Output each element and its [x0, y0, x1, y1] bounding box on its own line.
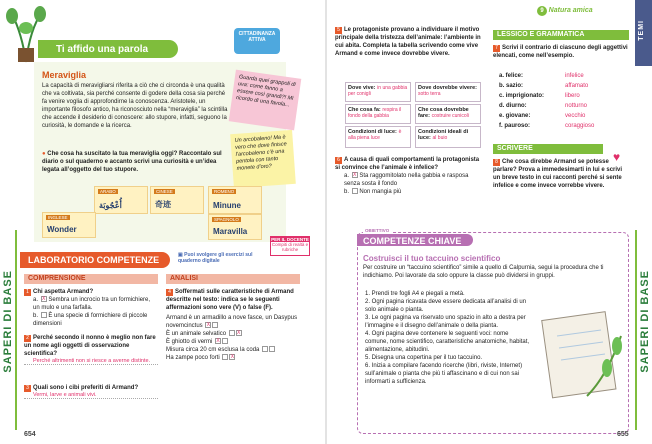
taccuino-steps: [365, 290, 533, 386]
analisi-bar: ANALISI: [166, 274, 300, 284]
step-4: 4. Ogni pagina deve contenere le seguenti voci: nome comune, nome scientifico, caratteristiche anatomiche, habitat, alimentazione, abitudini.: [365, 331, 530, 353]
competenze-banner: COMPETENZE CHIAVE: [357, 234, 473, 246]
question-5: 5 Le protagoniste provano a individuare il motivo principale della tristezza dell’animale: l’ambiente in cui abita. Completa la tabella scrivendo come vive Armand e come invece dovrebbe vivere.: [335, 27, 481, 57]
lessico-bar: LESSICO E GRAMMATICA: [493, 30, 629, 40]
step-3: 3. Le ogni pagina va riservato uno spazio in alto a destra per l’immagine e il disegno dell’animale o della pianta.: [365, 315, 526, 329]
tile-chinese: CINESE 奇迹: [150, 186, 204, 214]
meraviglia-heading: Meraviglia: [42, 70, 87, 80]
meraviglia-text: La capacità di meravigliarsi riferita a ciò che ci circonda è una qualità che va coltivata, sia perché consente di godere della cosa sia perché fa venire voglia di approfondirne la conoscenza. Aristotele, un importante filosofo antico, ha riconosciuto nella “meraviglia” la scintilla che accende il desiderio di conoscere: allo stupore, infatti, seguono la curiosità, le domande e la ricerca.: [42, 83, 228, 129]
table-cell-dove-dovrebbe[interactable]: Dove dovrebbe vivere: sotto terra: [415, 82, 481, 102]
per-docente-box[interactable]: PER IL DOCENTE Compiti di realtà e rubriche: [270, 236, 310, 256]
taccuino-title: Costruisci il tuo taccuino scientifico: [363, 254, 501, 263]
table-cell-luce[interactable]: Condizioni di luce: è alla piena luce: [345, 126, 411, 148]
left-page: [0, 0, 325, 444]
q1-checkbox-b[interactable]: [41, 312, 47, 318]
lab-banner: [20, 252, 170, 268]
sticky-note-1: Guarda quei grappoli di uva: come fanno a essere così grandi?! Mi ricordo di una favola...: [229, 70, 302, 131]
lab-title: LABORATORIO COMPETENZE: [28, 255, 160, 265]
lab-note[interactable]: ▣ Puoi svolgere gli esercizi sul quaderno digitale: [178, 252, 253, 264]
meraviglia-question: ● Che cosa ha suscitato la tua meraviglia oggi? Raccontalo sul diario o sul quaderno e accanto scrivi una curiosità e un’idea legata all’oggetto del tuo stupore.: [42, 151, 222, 173]
temi-tab[interactable]: TEMI: [635, 0, 652, 66]
step-6: 6. Inizia a compilare facendo ricerche (libri, riviste, Internet) sull’animale o pianta che più ti affascinano e di cui non sai informarti a sufficienza.: [365, 363, 523, 385]
tile-arabic: ARABO أُعْجُوبَة: [94, 186, 148, 214]
scrivere-question: 8 Che cosa direbbe Armand se potesse parlare? Prova a immedesimarti in lui e scrivi un breve testo in cui racconti perché si sente infelice e come invece vorrebbe vivere.: [493, 159, 623, 189]
q1-checkbox-a[interactable]: X: [42, 296, 46, 303]
q6-checkbox-b[interactable]: [352, 188, 358, 194]
side-tab-right: SAPERI DI BASE: [635, 230, 652, 430]
page-number-right: 655: [617, 431, 629, 438]
table-cell-luce-ideale[interactable]: Condizioni ideali di luce: al buio: [415, 126, 481, 148]
citizenship-badge: CITTADINANZA ATTIVA: [234, 28, 280, 54]
bullet-icon: ●: [42, 151, 48, 157]
page-number: 654: [24, 431, 36, 438]
step-1: 1. Prendi tre fogli A4 e piegali a metà.: [365, 291, 465, 297]
table-cell-dove-vive[interactable]: Dove vive: in una gabbia per conigli: [345, 82, 411, 102]
page-title: Ti affido una parola: [56, 44, 149, 55]
step-5: 5. Disegna una copertina per il tuo taccuino.: [365, 355, 483, 361]
section-banner: [38, 40, 178, 58]
question-2: 2 Perché secondo il nonno è meglio non fare un nome agli oggetti di osservazione scientifica? Perché altrimenti non si riesce a averne distinte.: [24, 334, 158, 365]
taccuino-intro: Per costruire un “taccuino scientifico” simile a quello di Calpurnia, segui la procedura che ti indichiamo. Poi lavorate da solo oppure la classe può dividersi in gruppi.: [363, 265, 604, 279]
table-cell-cosa-dovrebbe[interactable]: Che cosa dovrebbe fare: costruire cunicoli: [415, 104, 481, 124]
tile-spanish: SPAGNOLO Maravilla: [208, 214, 262, 240]
side-tab: SAPERI DI BASE: [0, 230, 17, 430]
sticky-note-2: Un arcobaleno! Ma è vero che dove finisce l’arcobaleno c’è una pentola con tanto monete d’oro?: [230, 130, 296, 188]
step-2: 2. Ogni pagina ricavata deve essere dedicata all’analisi di un solo animale o pianta.: [365, 299, 527, 313]
table-cell-cosa-fa[interactable]: Che cosa fa: respira il fondo della gabbia: [345, 104, 411, 124]
notebook-illustration: [537, 296, 625, 422]
chapter-header: 9 Natura amica: [537, 6, 629, 18]
lessico-question: 7 Scrivi il contrario di ciascuno degli aggettivi elencati, come nell’esempio.: [493, 45, 628, 59]
tablet-icon: ▣: [178, 252, 185, 258]
q6-checkbox-a[interactable]: X: [353, 172, 357, 179]
scrivere-bar: SCRIVERE: [493, 144, 603, 154]
tile-english: INGLESE Wonder: [42, 212, 96, 238]
lessico-list: a. felice: infelice b. sazio: affamato c. imprigionato: libero d. diurno: notturno e. giovane: vecchio f. pauroso: coraggioso: [499, 73, 595, 129]
tile-romanian: ROMENO Minune: [208, 186, 262, 214]
question-1: 1 Chi aspetta Armand? a. X Sembra un incrocio tra un formichiere, un mulo e una farfalla. b. È una specie di formichiere di piccole dimensioni: [24, 288, 158, 328]
obiettivo-label: OBIETTIVO: [365, 228, 390, 233]
question-6: 6 A causa di quali comportamenti la protagonista si convince che l’animale è infelice? a. X Sta raggomitolato nella gabbia e rasposa senza sosta il fondo b. Non mangia più: [335, 157, 480, 195]
question-3: 3 Quali sono i cibi preferiti di Armand? Vermi, larve e animali vivi.: [24, 384, 158, 399]
comprensione-bar: COMPRENSIONE: [24, 274, 158, 284]
heart-icon: ♥: [613, 150, 621, 164]
question-4: 4 Soffermati sulle caratteristiche di Armand descritte nel testo: indica se le seguenti affermazioni sono vere (V) o false (F). Armand è un armadillo a nove fasce, un Dasypus novemcinctus X È un animale selvatico X È ghiotto di vermi X Misura circa 20 cm esclusa la coda Ha zampe poco forti X: [166, 289, 298, 361]
right-page: [327, 0, 652, 444]
